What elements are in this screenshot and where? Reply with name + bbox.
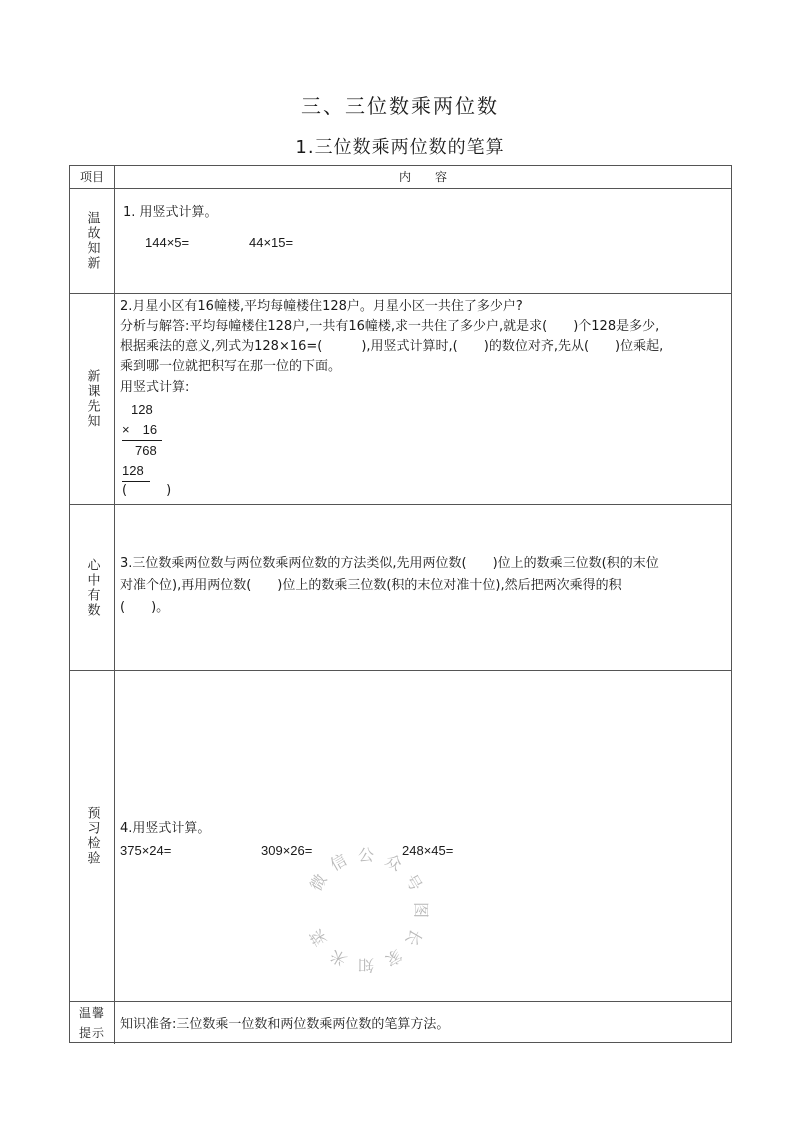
stamp-char: 知 xyxy=(357,955,375,975)
vertical-multiplicand: 128 xyxy=(131,402,153,417)
preview-label-cell xyxy=(70,294,115,504)
page-title: 三、三位数乘两位数 xyxy=(301,94,499,118)
vertical-partial-product-2: 128 xyxy=(122,462,150,482)
stamp-char: 微 xyxy=(306,870,331,895)
stamp-char: 菜 xyxy=(306,925,331,950)
preview-analysis-line-1: 分析与解答:平均每幢楼住128户,一共有16幢楼,求一共住了多少户,就是求( )个128是多少, xyxy=(120,319,660,334)
check-expression-3: 248×45= xyxy=(402,843,454,858)
stamp-char: 长 xyxy=(401,925,426,950)
check-question: 4.用竖式计算。 xyxy=(120,821,211,836)
stamp-char: 众 xyxy=(381,850,406,875)
vertical-calc-label: 用竖式计算: xyxy=(120,380,190,395)
preview-question: 2.月星小区有16幢楼,平均每幢楼住128户。月星小区一共住了多少户? xyxy=(120,299,523,314)
tips-row xyxy=(70,1001,731,1044)
preview-row xyxy=(70,293,731,504)
tips-label: 温馨提示 xyxy=(78,1006,105,1040)
header-cell-content: 内 容 xyxy=(398,170,447,184)
review-content-cell xyxy=(115,189,731,293)
review-label-cell xyxy=(70,189,115,293)
preview-content-cell xyxy=(115,294,731,504)
stamp-char: 公 xyxy=(357,845,375,865)
vertical-multiplier: × 16 xyxy=(122,421,162,441)
page-subtitle: 1.三位数乘两位数的笔算 xyxy=(295,137,505,158)
preview-analysis-line-2: 根据乘法的意义,列式为128×16=( ),用竖式计算时,( )的数位对齐,先从( )位乘起, xyxy=(120,339,664,354)
vertical-result-blank: ( ) xyxy=(122,483,172,498)
mindset-row xyxy=(70,504,731,670)
mindset-content-cell xyxy=(115,505,731,670)
stamp-char: 图 xyxy=(411,901,431,919)
check-label: 预习检验 xyxy=(84,806,100,866)
table-header-row xyxy=(70,166,731,188)
mindset-line-2: 对准个位),再用两位数( )位上的数乘三位数(积的末位对准十位),然后把两次乘得的积 xyxy=(120,578,622,593)
preview-label: 新课先知 xyxy=(84,369,100,429)
header-cell-item: 项目 xyxy=(70,166,115,188)
mindset-label-cell xyxy=(70,505,115,670)
review-question: 1. 用竖式计算。 xyxy=(123,205,218,220)
vertical-partial-product-1: 768 xyxy=(135,443,157,458)
stamp-char: 信 xyxy=(326,850,351,875)
review-row xyxy=(70,188,731,293)
tips-label-cell xyxy=(70,1002,115,1044)
stamp-char: 号 xyxy=(401,870,426,895)
stamp-char: 家 xyxy=(381,945,406,970)
tips-text: 知识准备:三位数乘一位数和两位数乘两位数的笔算方法。 xyxy=(120,1017,450,1032)
preview-analysis-line-3: 乘到哪一位就把积写在那一位的下面。 xyxy=(120,359,342,374)
stamp-char: 米 xyxy=(326,945,351,970)
review-label: 温故知新 xyxy=(84,211,100,271)
check-label-cell xyxy=(70,671,115,1001)
check-expression-2: 309×26= xyxy=(261,843,313,858)
review-expression-2: 44×15= xyxy=(249,235,294,250)
tips-content-cell xyxy=(115,1002,731,1044)
mindset-line-1: 3.三位数乘两位数与两位数乘两位数的方法类似,先用两位数( )位上的数乘三位数(积的末位 xyxy=(120,556,659,571)
check-expression-1: 375×24= xyxy=(120,843,172,858)
mindset-line-3: ( )。 xyxy=(120,600,170,615)
review-expression-1: 144×5= xyxy=(145,235,190,250)
mindset-label: 心中有数 xyxy=(84,557,100,618)
watermark-stamp xyxy=(296,840,436,980)
